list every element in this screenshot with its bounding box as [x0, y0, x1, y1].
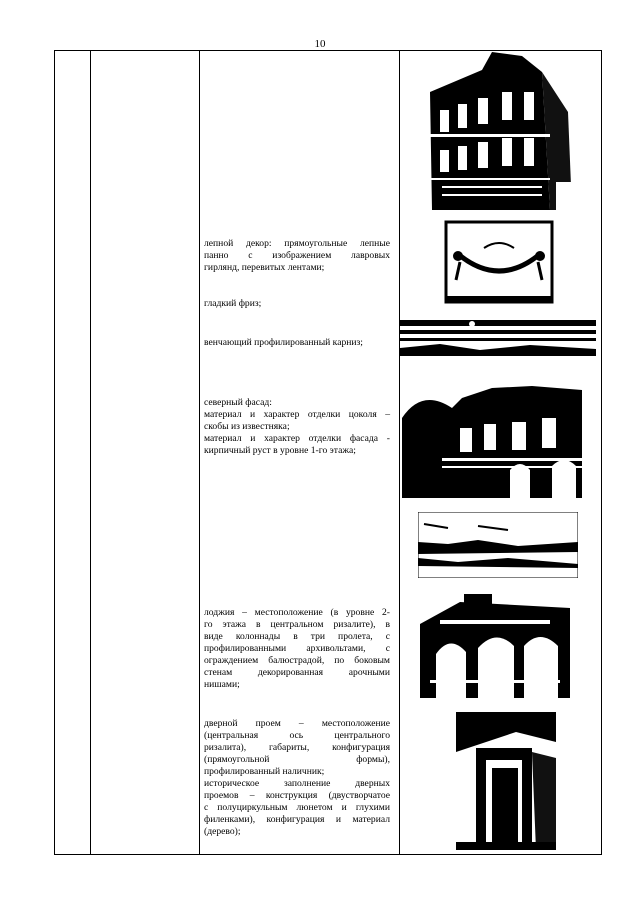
entry-line: проемов – конструкция (двустворчатое — [204, 790, 390, 801]
entry-line: кирпичный руст в уровне 1-го этажа; — [204, 445, 356, 456]
entry-line: дверной проем – местоположение — [204, 718, 390, 729]
photo-doorway — [456, 712, 556, 850]
entry-line: историческое заполнение дверных — [204, 778, 390, 789]
entry-line: с полуциркульным люнетом и глухими — [204, 802, 390, 813]
photo-stucco-panel — [444, 218, 554, 306]
entry-loggia — [204, 607, 390, 691]
photo-plinth — [418, 512, 578, 578]
entry-line: скобы из известняка; — [204, 421, 290, 432]
entry-line: лоджия – местоположение (в уровне 2- — [204, 607, 390, 618]
photo-cornice — [400, 318, 596, 356]
photo-north-facade — [402, 378, 582, 498]
entry-cornice — [204, 337, 390, 349]
entry-line: (центральная ось центрального — [204, 730, 390, 741]
entry-line: профилированный наличник; — [204, 766, 325, 777]
entry-line: виде колоннады в три пролета, с — [204, 631, 390, 642]
entry-line: лепной декор: прямоугольные лепные — [204, 238, 390, 249]
photo-building-corner — [422, 52, 574, 210]
photo-loggia — [420, 594, 570, 698]
entry-line: материал и характер отделки цоколя – — [204, 409, 390, 420]
entry-line: (прямоугольной формы), — [204, 754, 390, 765]
entry-line: гладкий фриз; — [204, 298, 262, 309]
entry-line: филенками), конфигурация и материал — [204, 814, 390, 825]
page-number: 10 — [314, 38, 326, 50]
entry-frieze — [204, 298, 390, 310]
entry-line: нишами; — [204, 679, 240, 690]
entry-line: северный фасад: — [204, 397, 272, 408]
column-divider — [199, 51, 200, 854]
entry-line: ризалита), габариты, конфигурация — [204, 742, 390, 753]
entry-line: го этажа в центральном ризалите), в — [204, 619, 390, 630]
entry-line: профилированными архивольтами, с — [204, 643, 390, 654]
entry-line: материал и характер отделки фасада - — [204, 433, 390, 444]
column-divider — [399, 51, 400, 854]
entry-line: венчающий профилированный карниз; — [204, 337, 363, 348]
column-divider — [90, 51, 91, 854]
entry-line: гирлянд, перевитых лентами; — [204, 262, 325, 273]
entry-line: панно с изображением лавровых — [204, 250, 390, 261]
entry-line: ограждением балюстрадой, по боковым — [204, 655, 390, 666]
entry-door — [204, 718, 390, 838]
entry-decor — [204, 238, 390, 274]
entry-line: (дерево); — [204, 826, 241, 837]
entry-north-facade — [204, 397, 390, 457]
entry-line: стенам декорированная арочными — [204, 667, 390, 678]
